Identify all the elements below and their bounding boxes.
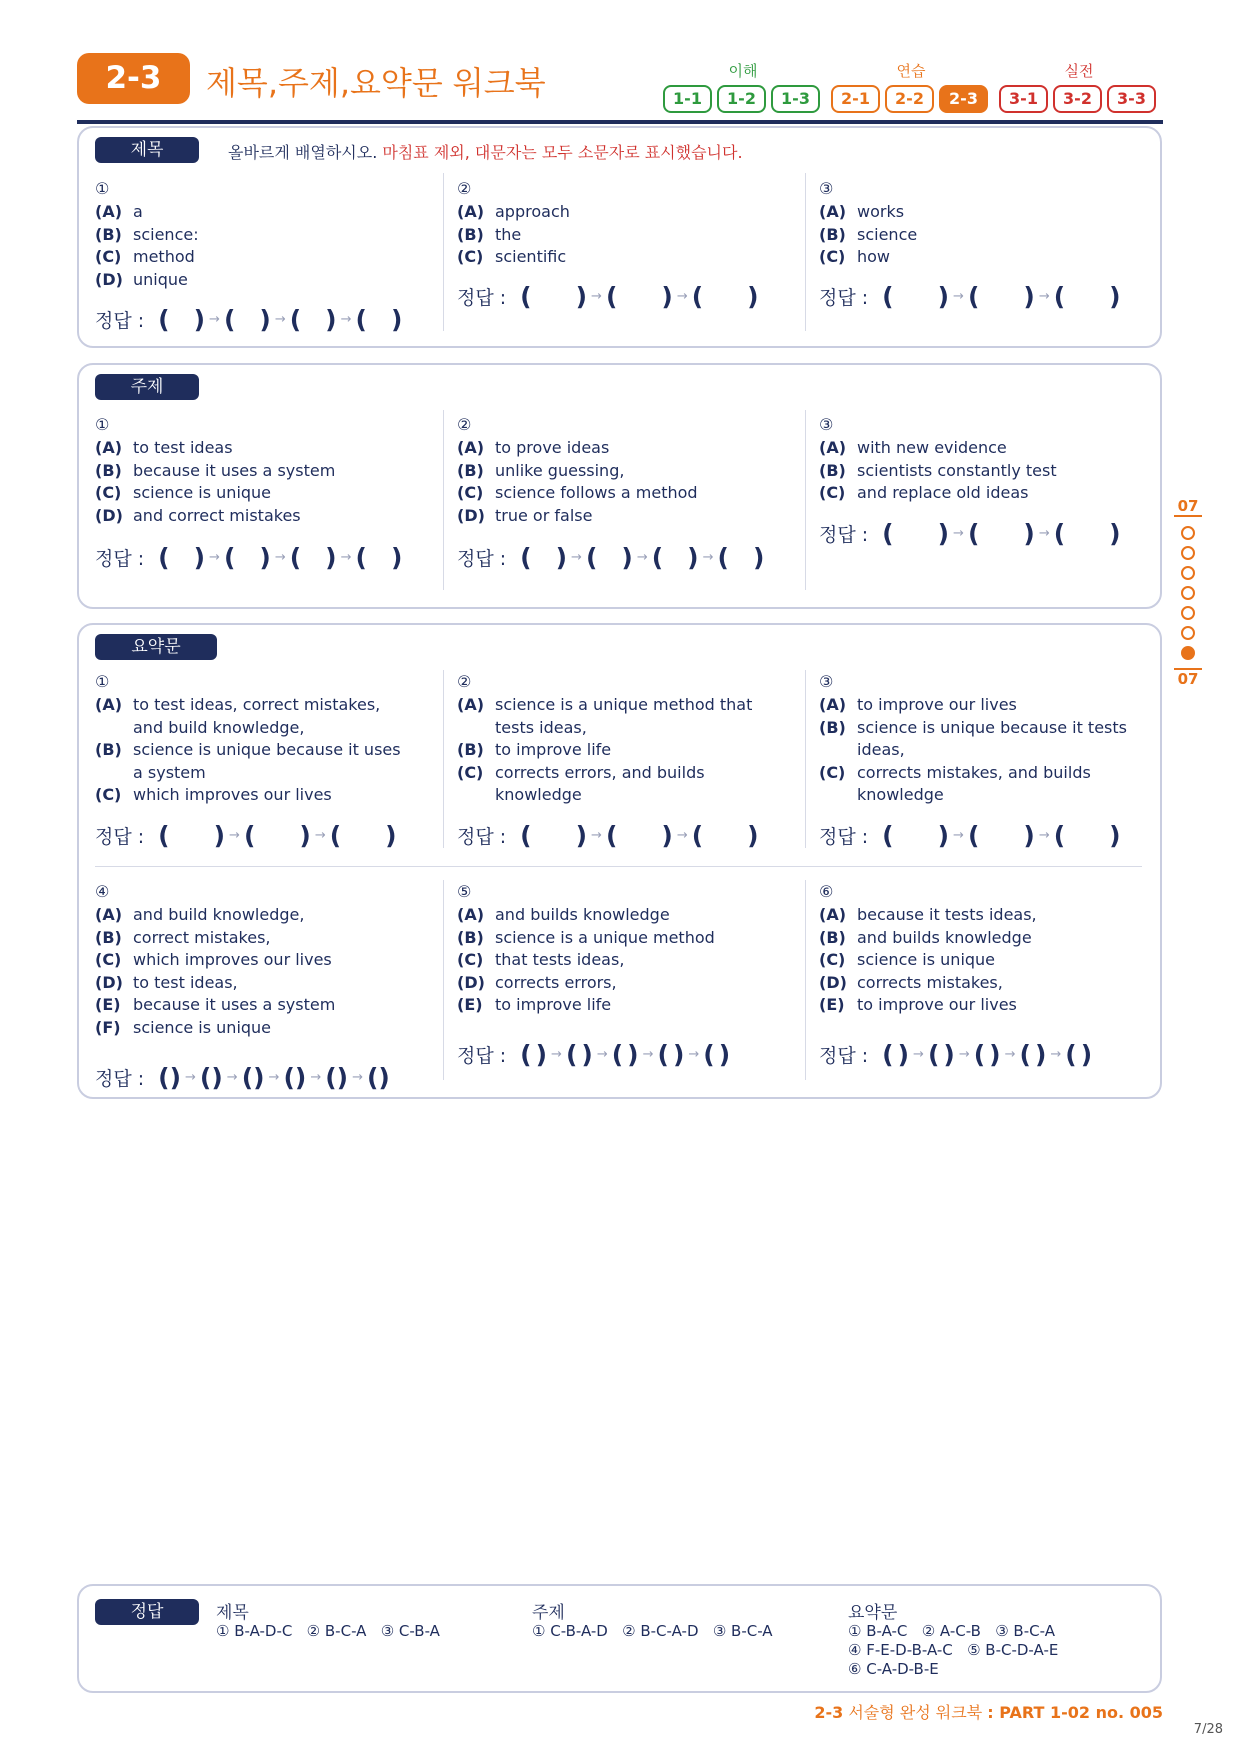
- summary-item-2: ② (A) science is a unique method that tests ideas, (B) to improve life (C) corrects errors, and builds knowledge: [457, 672, 753, 804]
- answer-key-title-head: 제목: [216, 1603, 249, 1623]
- progress-dot: [1181, 586, 1195, 600]
- topic-section: [77, 363, 1162, 609]
- section-tab-summary: 요약문: [95, 634, 217, 660]
- instruction-text: 올바르게 배열하시오.: [228, 143, 378, 162]
- column-divider: [805, 173, 806, 331]
- title-section: [77, 126, 1162, 348]
- option-d: (D) unique: [95, 269, 188, 289]
- instruction: [228, 140, 743, 163]
- answer-line-summary-6[interactable]: 정답 : ( ) → ( ) → ( ) → ( ) → ( ): [819, 1040, 1093, 1069]
- column-divider: [805, 880, 806, 1080]
- answer-line-topic-3[interactable]: 정답 : ( ) → ( ) → ( ): [819, 519, 1121, 548]
- title-item-2: ② (A) approach (B) the (C) scientific: [457, 179, 570, 266]
- answer-key-title: ① B-A-D-C ② B-C-A ③ C-B-A: [216, 1622, 440, 1640]
- page-number: 7/28: [1193, 1722, 1223, 1737]
- summary-item-1: ① (A) to test ideas, correct mistakes, and build knowledge, (B) science is unique because it uses a system (C) which improves our lives: [95, 672, 401, 804]
- progress-dot-current: [1181, 646, 1195, 660]
- progress-dot: [1181, 546, 1195, 560]
- column-divider: [805, 670, 806, 848]
- summary-item-4: ④ (A) and build knowledge, (B) correct mistakes, (C) which improves our lives (D) to test ideas, (E) because it uses a system (F) science is unique: [95, 882, 336, 1037]
- answer-line-topic-1[interactable]: 정답 : ( ) → ( ) → ( ) → ( ): [95, 543, 403, 572]
- instruction-note: 마침표 제외, 대문자는 모두 소문자로 표시했습니다.: [382, 143, 743, 162]
- side-progress-bottom: 07: [1174, 668, 1202, 688]
- title-item-3: ③ (A) works (B) science (C) how: [819, 179, 918, 266]
- option-a: (A) a: [95, 202, 143, 221]
- topic-item-3: ③ (A) with new evidence (B) scientists constantly test (C) and replace old ideas: [819, 415, 1057, 502]
- answer-line-summary-5[interactable]: 정답 : ( ) → ( ) → ( ) → ( ) → ( ): [457, 1040, 731, 1069]
- page-title: 제목,주제,요약문 워크북: [206, 64, 546, 102]
- summary-item-5: ⑤ (A) and builds knowledge (B) science is a unique method (C) that tests ideas, (D) corrects errors, (E) to improve life: [457, 882, 715, 1014]
- section-tab-title: 제목: [95, 137, 199, 163]
- title-item-1: [95, 177, 435, 291]
- row-divider: [95, 866, 1142, 867]
- nav-button-3-1[interactable]: 3-1: [999, 85, 1048, 113]
- option-c: (C) method: [95, 247, 195, 266]
- answer-key-summary-line-2: ④ F-E-D-B-A-C ⑤ B-C-D-A-E: [848, 1641, 1059, 1659]
- answer-key-topic: ① C-B-A-D ② B-C-A-D ③ B-C-A: [532, 1622, 773, 1640]
- nav-button-3-3[interactable]: 3-3: [1107, 85, 1156, 113]
- nav-group-label-real: 실전: [1064, 62, 1094, 80]
- column-divider: [443, 880, 444, 1080]
- column-divider: [805, 410, 806, 590]
- nav-button-2-1[interactable]: 2-1: [831, 85, 880, 113]
- answer-key-summary-head: 요약문: [848, 1603, 898, 1623]
- nav-button-3-2[interactable]: 3-2: [1053, 85, 1102, 113]
- answer-line-title-2[interactable]: 정답 : ( ) → ( ) → ( ): [457, 282, 759, 311]
- nav-group-label-understand: 이해: [728, 62, 758, 80]
- progress-dot: [1181, 626, 1195, 640]
- column-divider: [443, 410, 444, 590]
- answer-line-summary-4[interactable]: 정답 : () → () → () → () → () → (): [95, 1063, 390, 1092]
- answer-line-title-1[interactable]: 정답 : ( ) → ( ) → ( ) → ( ): [95, 305, 403, 334]
- summary-item-3: ③ (A) to improve our lives (B) science is unique because it tests ideas, (C) corrects mistakes, and builds knowledge: [819, 672, 1127, 804]
- answer-line-summary-2[interactable]: 정답 : ( ) → ( ) → ( ): [457, 821, 759, 850]
- topic-item-1: ① (A) to test ideas (B) because it uses a system (C) science is unique (D) and correct mistakes: [95, 415, 336, 525]
- summary-item-6: ⑥ (A) because it tests ideas, (B) and builds knowledge (C) science is unique (D) corrects mistakes, (E) to improve our lives: [819, 882, 1037, 1014]
- answer-key-summary-line-1: ① B-A-C ② A-C-B ③ B-C-A: [848, 1622, 1055, 1640]
- nav-button-2-3[interactable]: 2-3: [939, 85, 988, 113]
- progress-dot: [1181, 606, 1195, 620]
- progress-dot: [1181, 566, 1195, 580]
- footer-book: 서술형 완성 워크북: [848, 1703, 983, 1722]
- answer-key-summary-line-3: ⑥ C-A-D-B-E: [848, 1660, 939, 1678]
- footer: [814, 1700, 1163, 1723]
- footer-part: : PART 1-02 no. 005: [987, 1703, 1163, 1722]
- answer-key-box: [77, 1584, 1162, 1693]
- summary-section: [77, 623, 1162, 1099]
- answer-line-topic-2[interactable]: 정답 : ( ) → ( ) → ( ) → ( ): [457, 543, 765, 572]
- footer-lesson: 2-3: [814, 1703, 844, 1722]
- answer-line-summary-1[interactable]: 정답 : ( ) → ( ) → ( ): [95, 821, 397, 850]
- nav-group-label-practice: 연습: [896, 62, 926, 80]
- answer-key-topic-head: 주제: [532, 1603, 565, 1623]
- answer-line-title-3[interactable]: 정답 : ( ) → ( ) → ( ): [819, 282, 1121, 311]
- nav-button-1-2[interactable]: 1-2: [717, 85, 766, 113]
- lesson-badge: 2-3: [77, 53, 190, 104]
- nav-button-1-1[interactable]: 1-1: [663, 85, 712, 113]
- nav-button-2-2[interactable]: 2-2: [885, 85, 934, 113]
- side-progress-top: 07: [1174, 497, 1202, 517]
- column-divider: [443, 670, 444, 848]
- progress-dot: [1181, 526, 1195, 540]
- nav-button-1-3[interactable]: 1-3: [771, 85, 820, 113]
- answer-line-summary-3[interactable]: 정답 : ( ) → ( ) → ( ): [819, 821, 1121, 850]
- section-tab-topic: 주제: [95, 374, 199, 400]
- item-number: ①: [95, 179, 110, 198]
- option-b: (B) science:: [95, 224, 199, 244]
- topic-item-2: ② (A) to prove ideas (B) unlike guessing, (C) science follows a method (D) true or false: [457, 415, 698, 525]
- header-rule: [77, 120, 1163, 124]
- column-divider: [443, 173, 444, 331]
- answer-key-tab: 정답: [95, 1599, 199, 1625]
